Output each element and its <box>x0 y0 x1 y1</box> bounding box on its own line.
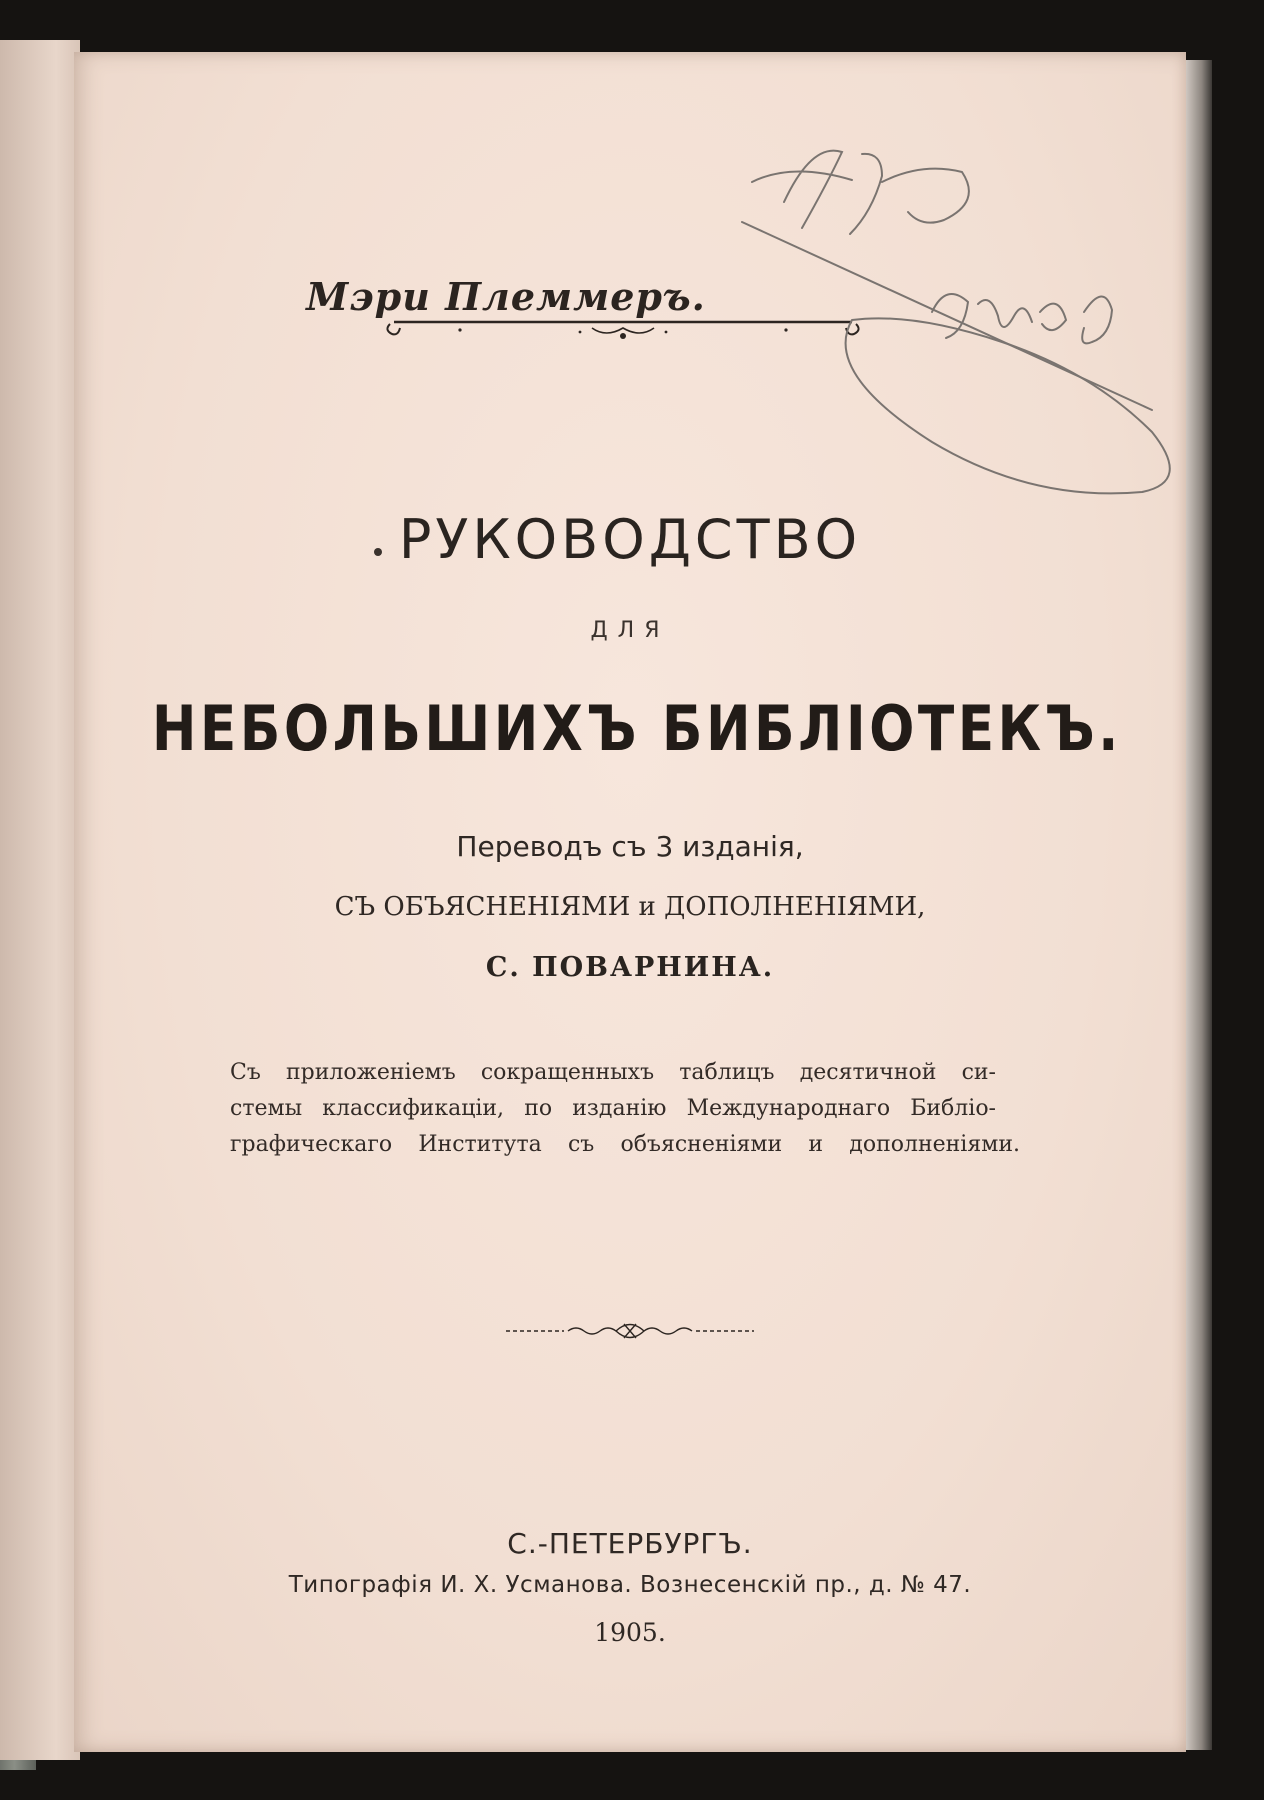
translation-line-2: СЪ ОБЪЯСНЕНІЯМИ и ДОПОЛНЕНІЯМИ, <box>334 892 926 922</box>
publication-year: 1905. <box>594 1618 666 1647</box>
author-name: Мэри Племмеръ. <box>306 274 706 319</box>
title-line-2: ДЛЯ <box>590 618 670 643</box>
printer-line: Типографія И. Х. Усманова. Вознесенскій пр., д. № 47. <box>288 1572 972 1598</box>
title-line-3: НЕБОЛЬШИХЪ БИБЛІОТЕКЪ. <box>151 692 1122 765</box>
publication-city: С.-ПЕТЕРБУРГЪ. <box>507 1527 753 1560</box>
divider-ornament <box>504 1318 756 1344</box>
appendix-line: стемы классификаціи, по изданію Международнаго Библіо- <box>230 1096 996 1121</box>
appendix-line: Съ приложеніемъ сокращенныхъ таблицъ десятичной си- <box>230 1060 996 1085</box>
translation-line-1: Переводъ съ 3 изданія, <box>456 830 804 863</box>
title-page <box>74 52 1186 1752</box>
title-line-1: РУКОВОДСТВО <box>398 508 862 571</box>
translator-name: С. ПОВАРНИНА. <box>485 952 775 983</box>
appendix-line: графическаго Института съ объясненіями и дополненіями. <box>230 1132 1020 1157</box>
